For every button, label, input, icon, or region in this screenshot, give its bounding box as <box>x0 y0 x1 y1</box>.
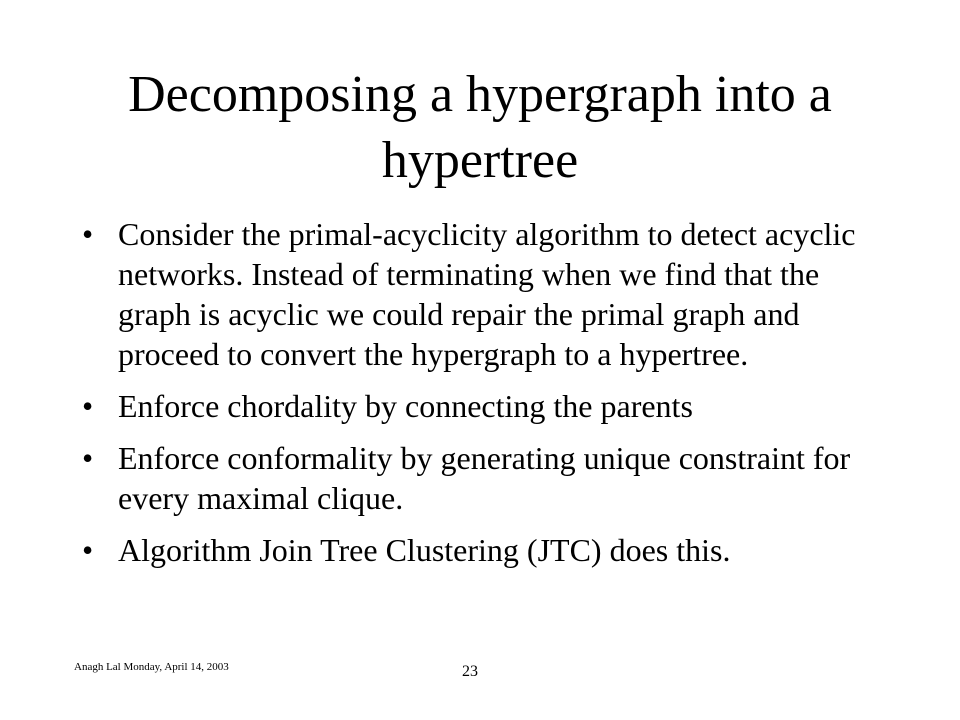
bullet-item-3 <box>80 438 880 518</box>
footer-author-date: Anagh Lal Monday, April 14, 2003 <box>74 661 229 673</box>
bullet-marker: • <box>82 388 94 424</box>
bullet-text-3: Enforce conformality by generating unique constraint for every maximal clique. <box>118 440 851 516</box>
bullet-text-1: Consider the primal-acyclicity algorithm to detect acyclic networks. Instead of terminating when we find that the graph is acyclic we could repair the primal graph and proceed to convert the hypergraph to a hypertree. <box>118 216 856 372</box>
bullet-text-4: Algorithm Join Tree Clustering (JTC) does this. <box>118 532 731 568</box>
bullet-marker: • <box>82 532 94 568</box>
page-number: 23 <box>462 663 478 680</box>
slide-title-line-2: hypertree <box>381 132 579 189</box>
bullet-list <box>80 214 880 582</box>
bullet-text-2: Enforce chordality by connecting the parents <box>118 388 693 424</box>
bullet-item-2 <box>80 386 880 426</box>
bullet-marker: • <box>82 440 94 476</box>
bullet-marker: • <box>82 216 94 252</box>
slide-title-line-1: Decomposing a hypergraph into a <box>128 66 832 123</box>
bullet-item-1 <box>80 214 880 374</box>
slide-title <box>60 62 900 194</box>
bullet-item-4 <box>80 530 880 570</box>
